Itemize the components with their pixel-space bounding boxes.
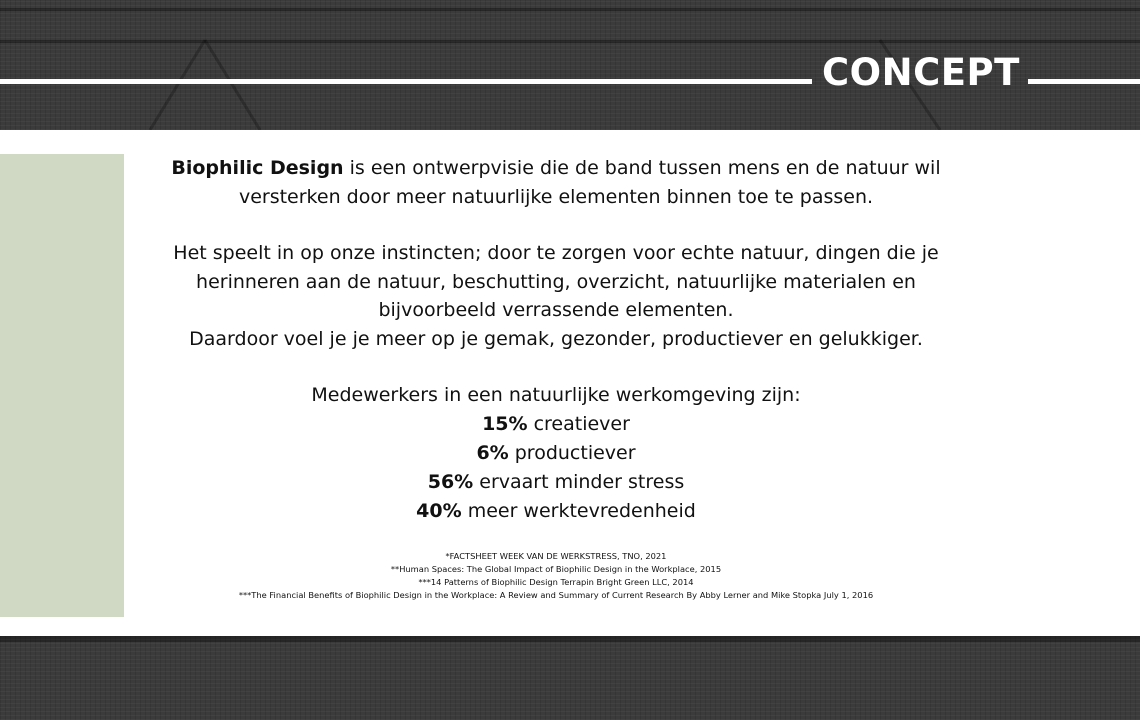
stat-label: ervaart minder stress (473, 471, 685, 493)
intro-bold: Biophilic Design (171, 157, 344, 179)
explanation-line: Het speelt in op onze instincten; door te zorgen voor echte natuur, dingen die je (173, 242, 939, 264)
reference-item: **Human Spaces: The Global Impact of Biophilic Design in the Workplace, 2015 (390, 564, 722, 574)
stat-value: 6% (476, 442, 509, 464)
explanation-paragraph (150, 239, 962, 353)
stats-block (150, 381, 962, 526)
footer-stripe (0, 636, 1140, 642)
explanation-line: Daardoor voel je je meer op je gemak, gezonder, productiever en gelukkiger. (189, 327, 923, 350)
explanation-line: herinneren aan de natuur, beschutting, overzicht, natuurlijke materialen en (196, 270, 916, 293)
stat-label: creatiever (527, 413, 630, 435)
stat-value: 40% (416, 500, 462, 522)
references (150, 550, 962, 602)
content-panel (0, 130, 1140, 636)
explanation-line: bijvoorbeeld verrassende elementen. (378, 299, 734, 321)
stats-intro: Medewerkers in een natuurlijke werkomgeving zijn: (311, 384, 801, 406)
footer-band (0, 636, 1140, 720)
stat-value: 15% (482, 413, 528, 435)
intro-paragraph (150, 154, 962, 211)
stat-value: 56% (427, 471, 474, 493)
intro-text: is een ontwerpvisie die de band tussen mens en de natuur wil (343, 157, 941, 179)
title-rule-left (0, 79, 812, 84)
accent-block (0, 154, 124, 617)
content-text (150, 154, 962, 602)
reference-item: ***14 Patterns of Biophilic Design Terrapin Bright Green LLC, 2014 (418, 577, 694, 587)
page-title: CONCEPT (822, 51, 1020, 94)
stat-label: productiever (508, 442, 636, 464)
reference-item: ***The Financial Benefits of Biophilic Design in the Workplace: A Review and Summary of Current Research By Abby Lerner and Mike Stopka July 1, 2016 (238, 590, 874, 600)
reference-item: *FACTSHEET WEEK VAN DE WERKSTRESS, TNO, 2021 (445, 551, 667, 561)
intro-text: versterken door meer natuurlijke elementen binnen toe te passen. (238, 185, 874, 208)
header-band (0, 0, 1140, 130)
title-rule-right (1028, 79, 1140, 84)
stat-label: meer werktevredenheid (461, 500, 696, 522)
